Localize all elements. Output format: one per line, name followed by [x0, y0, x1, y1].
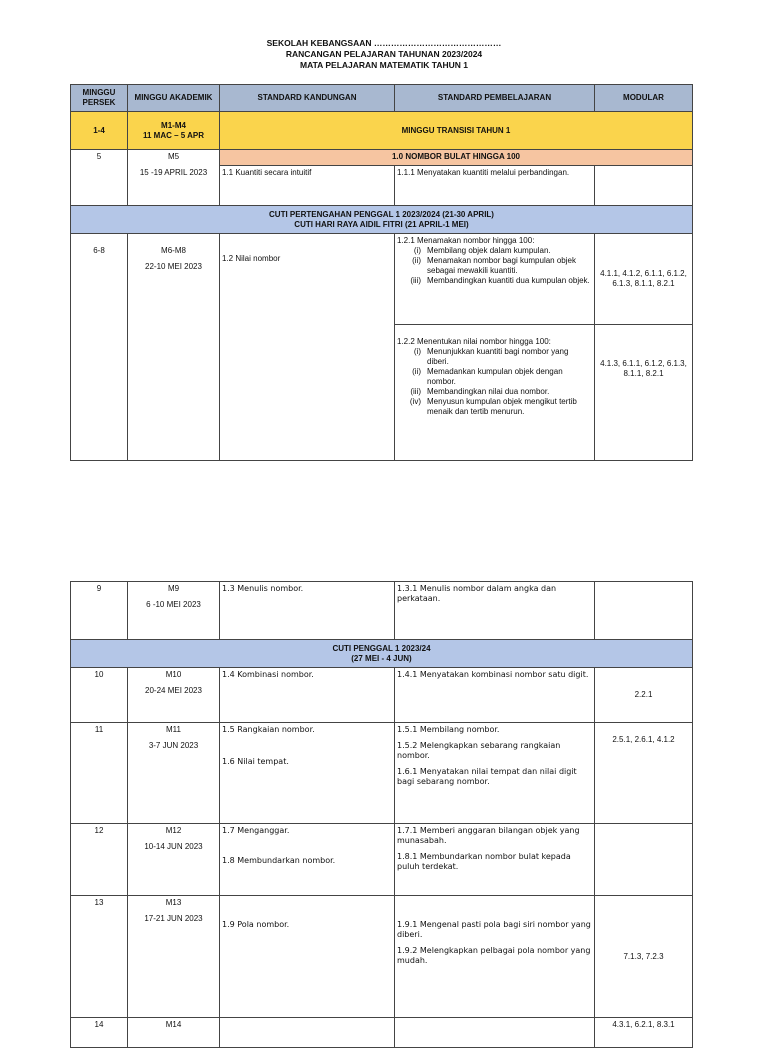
academic-date: 10-14 JUN 2023 [144, 842, 203, 851]
standard-pembelajaran-cell [395, 896, 595, 1018]
list-item [397, 387, 592, 397]
holiday-label [71, 206, 693, 234]
sp-item: 1.7.1 Memberi anggaran bilangan objek yang munasabah. [397, 826, 580, 845]
week-cell: 9 [71, 582, 128, 640]
academic-week-cell [128, 723, 220, 824]
list-item [397, 276, 592, 286]
col-standard-pembelajaran: STANDARD PEMBELAJARAN [395, 85, 595, 112]
sp-item: 1.9.2 Melengkapkan pelbagai pola nombor yang mudah. [397, 946, 591, 965]
sk-item: 1.5 Rangkaian nombor. [222, 725, 315, 734]
academic-week: M12 [165, 826, 182, 835]
standard-pembelajaran-cell [395, 723, 595, 824]
academic-week-cell [128, 668, 220, 723]
academic-week: M11 [166, 725, 181, 734]
standard-pembelajaran-cell: 1.1.1 Menyatakan kuantiti melalui perbandingan. [395, 166, 595, 206]
col-standard-kandungan: STANDARD KANDUNGAN [220, 85, 395, 112]
academic-week-cell: M14 [128, 1018, 220, 1048]
academic-week: M13 [165, 898, 182, 907]
item-text: Menunjukkan kuantiti bagi nombor yang diberi. [427, 347, 569, 366]
academic-week-cell [128, 582, 220, 640]
table-row [71, 234, 693, 325]
transition-row [71, 112, 693, 150]
academic-date: 6 -10 MEI 2023 [146, 600, 201, 609]
table-row [71, 1018, 693, 1048]
item-number: (i) [413, 347, 421, 356]
item-number: (iii) [410, 276, 421, 285]
item-number: (ii) [412, 256, 421, 265]
sp-list [397, 246, 592, 286]
academic-week-cell [128, 112, 220, 150]
list-item [397, 397, 592, 417]
standard-pembelajaran-cell: 1.4.1 Menyatakan kombinasi nombor satu digit. [395, 668, 595, 723]
item-text: Memadankan kumpulan objek dengan nombor. [427, 367, 563, 386]
academic-week-cell [128, 234, 220, 461]
holiday-line: CUTI PERTENGAHAN PENGGAL 1 2023/2024 (21-30 APRIL) [269, 209, 494, 219]
standard-pembelajaran-cell [395, 325, 595, 461]
col-minggu-akademik: MINGGU AKADEMIK [128, 85, 220, 112]
standard-pembelajaran-cell [395, 824, 595, 896]
sp-item: 1.5.1 Membilang nombor. [397, 725, 500, 734]
modular-cell [595, 166, 693, 206]
modular-cell: 4.1.1, 4.1.2, 6.1.1, 6.1.2, 6.1.3, 8.1.1, 8.2.1 [595, 234, 693, 325]
list-item [397, 367, 592, 387]
sp-item: 1.9.1 Mengenal pasti pola bagi siri nombor yang diberi. [397, 920, 591, 939]
col-minggu-persek: MINGGU PERSEK [71, 85, 128, 112]
standard-kandungan-cell: 1.2 Nilai nombor [220, 234, 395, 461]
academic-week: M6-M8 [161, 246, 186, 255]
academic-date: 22-10 MEI 2023 [145, 262, 202, 271]
standard-pembelajaran-cell [395, 234, 595, 325]
academic-week-cell [128, 824, 220, 896]
item-text: Menyusun kumpulan objek mengikut tertib menaik dan tertib menurun. [427, 397, 577, 416]
item-number: (i) [413, 246, 421, 255]
holiday-row [71, 206, 693, 234]
sp-item: 1.6.1 Menyatakan nilai tempat dan nilai digit bagi sebarang nombor. [397, 767, 577, 786]
week-cell: 13 [71, 896, 128, 1018]
week-cell: 10 [71, 668, 128, 723]
academic-date: 15 -19 APRIL 2023 [139, 168, 208, 177]
transition-label: MINGGU TRANSISI TAHUN 1 [220, 112, 693, 150]
header-row [71, 85, 693, 112]
modular-cell: 4.1.3, 6.1.1, 6.1.2, 6.1.3, 8.1.1, 8.2.1 [595, 325, 693, 461]
week-cell: 11 [71, 723, 128, 824]
standard-kandungan-cell [220, 824, 395, 896]
modular-cell: 2.2.1 [595, 668, 693, 723]
academic-week: M9 [167, 584, 180, 593]
modular-cell: 2.5.1, 2.6.1, 4.1.2 [595, 723, 693, 824]
modular-cell: 4.3.1, 6.2.1, 8.3.1 [595, 1018, 693, 1048]
table-row [71, 896, 693, 1018]
week-cell: 12 [71, 824, 128, 896]
week-cell: 5 [71, 150, 128, 206]
list-item [397, 256, 592, 276]
sk-item: 1.7 Menganggar. [222, 826, 290, 835]
table-row [71, 582, 693, 640]
sp-item: 1.8.1 Membundarkan nombor bulat kepada puluh terdekat. [397, 852, 571, 871]
holiday-label [71, 640, 693, 668]
week-cell: 6-8 [71, 234, 128, 461]
table-row [71, 723, 693, 824]
academic-week: M10 [165, 670, 182, 679]
academic-week-cell [128, 896, 220, 1018]
document-title: RANCANGAN PELAJARAN TAHUNAN 2023/2024 [285, 49, 483, 59]
item-number: (ii) [412, 367, 421, 376]
holiday-row [71, 640, 693, 668]
list-item [397, 347, 592, 367]
standard-kandungan-cell [220, 723, 395, 824]
standard-pembelajaran-cell [395, 1018, 595, 1048]
academic-date: 20-24 MEI 2023 [145, 686, 202, 695]
sp-list [397, 347, 592, 417]
standard-kandungan-cell: 1.1 Kuantiti secara intuitif [220, 166, 395, 206]
item-number: (iv) [409, 397, 421, 406]
item-text: Membandingkan nilai dua nombor. [427, 387, 550, 396]
sp-item: 1.5.2 Melengkapkan sebarang rangkaian nombor. [397, 741, 561, 760]
academic-date: 17-21 JUN 2023 [144, 914, 203, 923]
holiday-line: (27 MEI - 4 JUN) [351, 653, 412, 663]
modular-cell [595, 582, 693, 640]
academic-date: 11 MAC – 5 APR [142, 130, 205, 140]
table-row [71, 824, 693, 896]
table-row [71, 150, 693, 166]
list-item [397, 246, 592, 256]
topic-heading: 1.0 NOMBOR BULAT HINGGA 100 [220, 150, 693, 166]
standard-kandungan-cell [220, 1018, 395, 1048]
item-text: Menamakan nombor bagi kumpulan objek sebagai mewakili kuantiti. [427, 256, 576, 275]
sk-item: 1.6 Nilai tempat. [222, 757, 289, 766]
school-name: SEKOLAH KEBANGSAAN ……………………………………… [266, 38, 502, 48]
sk-item: 1.8 Membundarkan nombor. [222, 856, 336, 865]
standard-kandungan-cell: 1.3 Menulis nombor. [220, 582, 395, 640]
modular-cell [595, 824, 693, 896]
subject-title: MATA PELAJARAN MATEMATIK TAHUN 1 [300, 60, 468, 70]
academic-week: M5 [167, 152, 180, 161]
standard-kandungan-cell: 1.9 Pola nombor. [220, 896, 395, 1018]
plan-table-page1 [70, 84, 693, 461]
item-text: Membandingkan kuantiti dua kumpulan objek. [427, 276, 590, 285]
item-number: (iii) [410, 387, 421, 396]
holiday-line: CUTI HARI RAYA AIDIL FITRI (21 APRIL-1 MEI) [294, 219, 469, 229]
standard-pembelajaran-cell: 1.3.1 Menulis nombor dalam angka dan perkataan. [395, 582, 595, 640]
standard-kandungan-cell: 1.4 Kombinasi nombor. [220, 668, 395, 723]
academic-week-cell [128, 150, 220, 206]
academic-date: 3-7 JUN 2023 [148, 741, 199, 750]
item-text: Membilang objek dalam kumpulan. [427, 246, 551, 255]
week-cell: 14 [71, 1018, 128, 1048]
academic-week: M1-M4 [161, 120, 186, 130]
sp-heading: 1.2.1 Menamakan nombor hingga 100: [397, 236, 535, 245]
sp-heading: 1.2.2 Menentukan nilai nombor hingga 100: [397, 337, 551, 346]
plan-table-page2 [70, 581, 693, 1048]
holiday-line: CUTI PENGGAL 1 2023/24 [332, 643, 431, 653]
modular-cell: 7.1.3, 7.2.3 [595, 896, 693, 1018]
col-modular: MODULAR [595, 85, 693, 112]
table-row [71, 668, 693, 723]
week-cell: 1-4 [71, 112, 128, 150]
